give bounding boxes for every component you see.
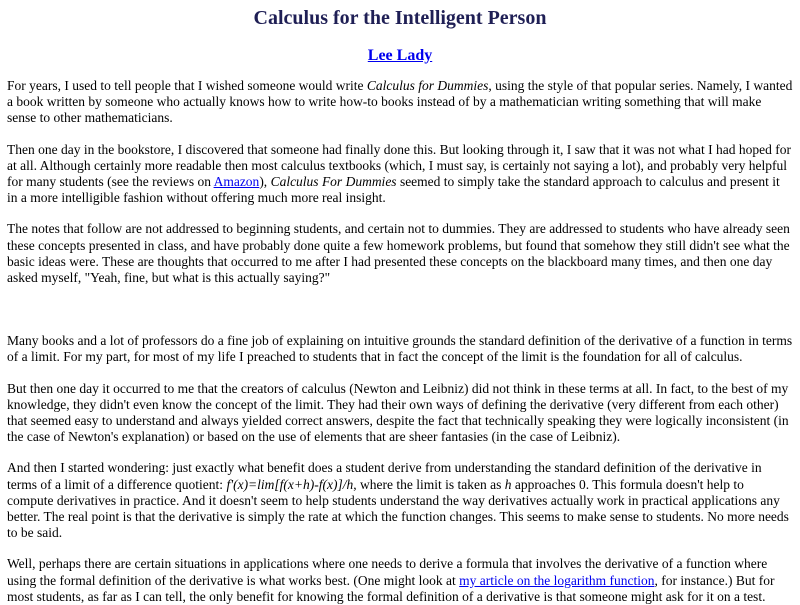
book-title-emphasis: Calculus For Dummies — [270, 174, 397, 190]
page — [0, 7, 800, 605]
paragraph-2-text-3: seemed to simply take the standard approach to calculus and present it in a more intelligible fashion without offering much more real insight. — [7, 174, 780, 206]
paragraph-4-text-1: Many books and a lot of professors do a fine job of explaining on intuitive grounds the standard definition of the derivative of a function in terms of a limit. For my part, for most of my life I preached to students that in fact the concept of the limit is the foundation for all of calculus. — [7, 333, 793, 365]
author-byline — [7, 47, 793, 65]
paragraph-7 — [7, 556, 793, 605]
amazon-link[interactable]: Amazon — [213, 174, 260, 190]
paragraph-2 — [7, 142, 793, 207]
paragraph-6-text-3: approaches 0. This formula doesn't help to compute derivatives in practice. And it doesn't seem to help students understand the way derivatives actually work in practical applications any better. The real point is that the derivative is simply the rate at which the function changes. This seems to make sense to students. No more needs to be said. — [7, 476, 789, 541]
page-title: Calculus for the Intelligent Person — [253, 7, 547, 29]
paragraph-5 — [7, 381, 793, 446]
book-title-emphasis: Calculus for Dummies — [366, 78, 489, 93]
paragraph-4 — [7, 333, 793, 365]
paragraph-6-text-1: And then I started wondering: just exactly what benefit does a student derive from understanding the standard definition of the derivative in terms of a limit of a difference quotient: — [7, 460, 762, 492]
paragraph-6-text-2: , where the limit is taken as — [353, 476, 505, 492]
paragraph-7-text-1: Well, perhaps there are certain situations in applications where one needs to derive a formula that involves the derivative of a function where using the formal definition of the derivative is what works best. (One might look at — [7, 556, 768, 588]
paragraph-2-text-1: Then one day in the bookstore, I discovered that someone had finally done this. But looking through it, I saw that it was not what I had hoped for at all. Although certainly more readable then most calculus textbooks (which, I must say, is certainly not saying a lot), and probably very helpful for many students (see the reviews on — [7, 141, 791, 190]
author-link[interactable]: Lee Lady — [367, 47, 433, 64]
paragraph-6 — [7, 460, 793, 541]
paragraph-7-text-2: , for instance.) But for most students, as far as I can tell, the only benefit for knowing the formal definition of a derivative is that someone might ask for it on a test. — [7, 572, 775, 604]
paragraph-3 — [7, 221, 793, 286]
paragraph-3-text-1: The notes that follow are not addressed to beginning students, and certain not to dummies. They are addressed to students who have already seen these concepts presented in class, and have probably done quite a few homework problems, but found that somehow they still didn't see what the basic ideas were. These are thoughts that occurred to me after I had presented these concepts on the blackboard many times, and then one day asked myself, "Yeah, fine, but what is this actually saying?" — [7, 221, 790, 286]
paragraph-5-text-1: But then one day it occurred to me that the creators of calculus (Newton and Leibniz) did not think in these terms at all. In fact, to the best of my knowledge, they didn't even know the concept of the limit. They had their own ways of defining the derivative (very different from each other) that seemed easy to understand and always yielded correct answers, despite the fact that technically speaking they were logically inconsistent (in the case of Newton's explanation) or based on the use of elements that are sheer fantasies (in the case of Leibniz). — [7, 380, 789, 445]
paragraph-1-text-2: , using the style of that popular series. Namely, I wanted a book written by someone who actually knows how to write how-to books instead of by a mathematician writing something that will make sense to other mathematicians. — [7, 78, 793, 126]
paragraph-1-text-1: For years, I used to tell people that I wished someone would write — [7, 78, 367, 93]
variable-h: h — [504, 476, 512, 492]
paragraph-2-text-2: ), — [259, 174, 271, 190]
logarithm-article-link[interactable]: my article on the logarithm function — [459, 572, 655, 588]
paragraph-1 — [7, 78, 793, 127]
derivative-formula: f'(x)=lim[f(x+h)-f(x)]/h — [226, 476, 354, 492]
